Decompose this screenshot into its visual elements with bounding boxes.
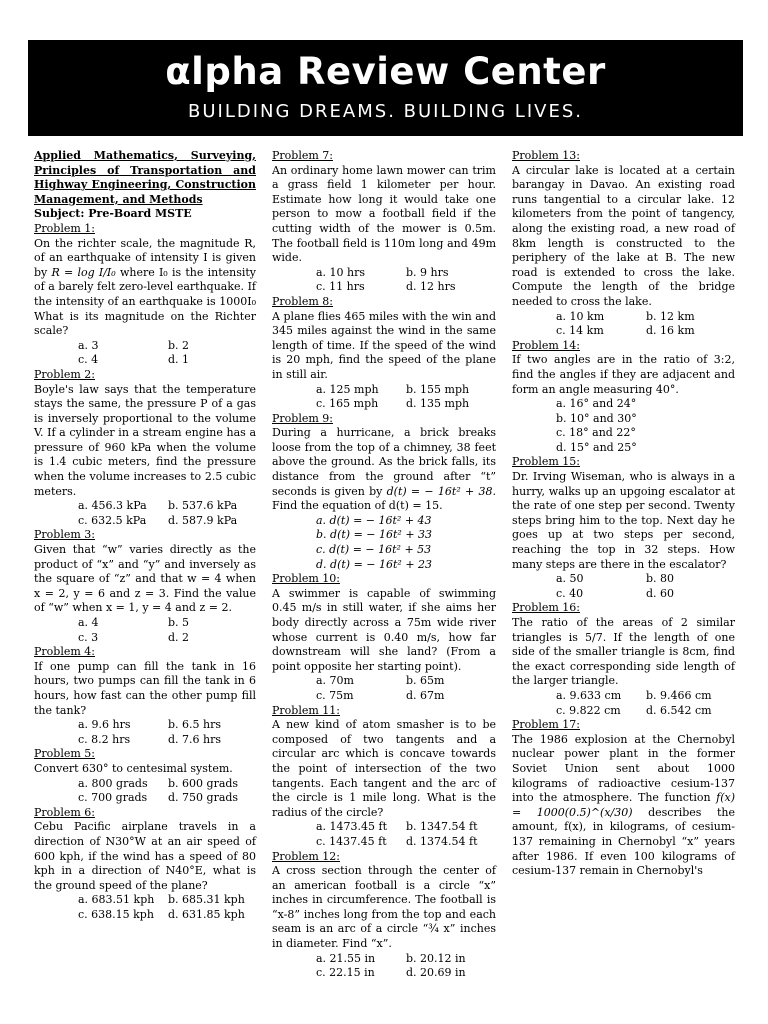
problem-text	[34, 237, 256, 339]
option-c: c. 700 grads	[78, 791, 148, 805]
column-3	[512, 149, 735, 879]
option-b: b. 9 hrs	[406, 265, 449, 279]
problem-16	[512, 601, 735, 718]
option-b: b. 155 mph	[406, 382, 470, 396]
option-c: c. 3	[78, 630, 99, 644]
option-c: c. 18° and 22°	[556, 426, 636, 440]
problem-text	[272, 426, 496, 514]
option-b: b. 12 km	[646, 309, 695, 323]
problem-3	[34, 528, 256, 645]
answer-options	[34, 616, 256, 645]
option-b: b. 1347.54 ft	[406, 820, 478, 834]
column-2	[272, 149, 496, 981]
brand-logo: αlpha Review Center	[165, 50, 606, 93]
problem-text: An ordinary home lawn mower can trim a grass field 1 kilometer per hour. Estimate how long it would take one person to mow a football field if the cutting width of the mower is 0.5m. The football field is 110m long and 49m wide.	[272, 163, 496, 265]
option-b: b. 2	[168, 338, 190, 352]
answer-options	[272, 383, 496, 412]
problem-title: Problem 15:	[512, 455, 580, 469]
problem-text: Cebu Pacific airplane travels in a direction of N30°W at an air speed of 600 kph, if the wind has a speed of 80 kph in a direction of N40°E, what is the ground speed of the plane?	[34, 820, 256, 892]
option-d: d. 1	[168, 353, 190, 367]
problem-text: A plane flies 465 miles with the win and 345 miles against the wind in the same length of time. If the speed of the wind is 20 mph, find the speed of the plane in still air.	[272, 309, 496, 381]
option-d: d. d(t) = − 16t² + 23	[316, 557, 433, 571]
option-a: a. 70m	[316, 674, 354, 688]
option-a: a. 456.3 kPa	[78, 499, 147, 513]
formula: d(t) = − 16t² + 38.	[386, 484, 497, 498]
option-a: a. d(t) = − 16t² + 43	[316, 513, 432, 527]
problem-title: Problem 5:	[34, 747, 95, 761]
problem-title: Problem 17:	[512, 718, 580, 732]
problem-text: Given that “w” varies directly as the product of “x” and “y” and inversely as the square of “z” and that w = 4 when x = 2, y = 6 and z = 3. Find the value of “w” when x = 1, y = 4 and z = 2.	[34, 543, 256, 615]
option-d: d. 587.9 kPa	[168, 513, 238, 527]
option-c: c. 4	[78, 353, 99, 367]
option-b: b. 65m	[406, 674, 445, 688]
option-b: b. 5	[168, 616, 190, 629]
problem-15	[512, 455, 735, 601]
option-a: a. 21.55 in	[316, 951, 376, 965]
problem-title: Problem 9:	[272, 411, 333, 425]
problem-title: Problem 7:	[272, 149, 333, 162]
problem-11	[272, 704, 496, 850]
problem-14	[512, 339, 735, 456]
option-c: c. 1437.45 ft	[316, 834, 387, 848]
option-b: b. 80	[646, 572, 675, 586]
problem-title: Problem 6:	[34, 805, 95, 819]
problem-9	[272, 412, 496, 573]
option-a: a. 9.6 hrs	[78, 718, 131, 732]
problem-text-part: describes the amount, f(x), in kilograms, of cesium-137 remaining in Chernobyl “x” years after 1986. If even 100 kilograms of cesium-137 remain in Chernobyl's	[512, 805, 735, 878]
option-a: a. 1473.45 ft	[316, 820, 388, 834]
course-heading: Applied Mathematics, Surveying, Principles of Transportation and Highway Engineering, Construction Management, and Methods	[34, 149, 256, 206]
option-b: b. 6.5 hrs	[168, 718, 222, 732]
option-b: b. 685.31 kph	[168, 893, 245, 907]
option-c: c. 165 mph	[316, 397, 379, 411]
option-d: d. 631.85 kph	[168, 907, 245, 921]
option-b: b. d(t) = − 16t² + 33	[316, 528, 433, 542]
answer-options	[272, 514, 496, 572]
option-d: d. 15° and 25°	[556, 440, 637, 454]
problem-2	[34, 368, 256, 529]
formula: R = log I/I₀	[51, 265, 116, 279]
column-1	[34, 149, 256, 922]
option-b: b. 20.12 in	[406, 951, 466, 965]
problem-text: Boyle's law says that the temperature stays the same, the pressure P of a gas is inversely proportional to the volume V. If a cylinder in a stream engine has a pressure of 960 kPa when the volume is 1.4 cubic meters, find the pressure when the volume increases to 2.5 cubic meters.	[34, 382, 256, 498]
option-b: b. 537.6 kPa	[168, 499, 238, 513]
problem-title: Problem 12:	[272, 849, 340, 863]
problem-text: A new kind of atom smasher is to be composed of two tangents and a circular arc which is concave towards the point of intersection of the two tangents. Each tangent and the arc of the circle is 1 mile long. What is the radius of the circle?	[272, 718, 496, 819]
problem-title: Problem 14:	[512, 338, 580, 352]
answer-options	[512, 397, 735, 455]
problem-6	[34, 806, 256, 923]
problem-text: If two angles are in the ratio of 3:2, find the angles if they are adjacent and form an angle measuring 40°.	[512, 353, 735, 396]
option-c: c. 14 km	[556, 324, 604, 338]
option-d: d. 6.542 cm	[646, 703, 712, 717]
option-d: d. 7.6 hrs	[168, 732, 222, 746]
problem-text: A cross section through the center of an american football is a circle “x” inches in circumference. The football is “x-8” inches long from the top and each seam is an arc of a circle “¾ x” inches in diameter. Find “x”.	[272, 864, 496, 951]
answer-options	[34, 339, 256, 368]
problem-text: Dr. Irving Wiseman, who is always in a hurry, walks up an upgoing escalator at the rate of one step per second. Twenty steps bring him to the top. Next day he goes up at two steps per second, reaching the top in 32 steps. How many steps are there in the escalator?	[512, 470, 735, 571]
option-a: a. 10 hrs	[316, 265, 366, 279]
problem-text: The ratio of the areas of 2 similar triangles is 5/7. If the length of one side of the smaller triangle is 8cm, find the exact corresponding side length of the larger triangle.	[512, 616, 735, 688]
option-c: c. 40	[556, 586, 584, 600]
answer-options	[272, 266, 496, 295]
problem-title: Problem 11:	[272, 703, 340, 717]
option-b: b. 9.466 cm	[646, 688, 712, 702]
option-c: c. 11 hrs	[316, 280, 365, 294]
answer-options	[34, 893, 256, 922]
problem-text-part: The 1986 explosion at the Chernobyl nuclear power plant in the former Soviet Union sent about 1000 kilograms of radioactive cesium-137 into the atmosphere. The function	[512, 732, 735, 805]
answer-options	[34, 499, 256, 528]
option-d: d. 20.69 in	[406, 966, 466, 980]
problem-5	[34, 747, 256, 805]
problem-title: Problem 3:	[34, 528, 95, 542]
problem-8	[272, 295, 496, 412]
problem-1	[34, 222, 256, 368]
answer-options	[512, 310, 735, 339]
problem-title: Problem 8:	[272, 294, 333, 308]
problem-title: Problem 10:	[272, 572, 340, 586]
problem-text: Convert 630° to centesimal system.	[34, 761, 233, 775]
option-a: a. 3	[78, 338, 99, 352]
option-d: d. 135 mph	[406, 397, 470, 411]
problem-text-part: During a hurricane, a brick breaks loose from the top of a chimney, 38 feet above the ground. As the brick falls, its distance from the ground after “t” seconds is given by	[272, 426, 496, 498]
option-d: d. 60	[646, 586, 675, 600]
tagline: BUILDING DREAMS. BUILDING LIVES.	[188, 101, 583, 122]
option-d: d. 16 km	[646, 324, 695, 338]
problem-13	[512, 149, 735, 339]
option-a: a. 683.51 kph	[78, 893, 155, 907]
option-c: c. d(t) = − 16t² + 53	[316, 543, 432, 557]
problem-4	[34, 645, 256, 747]
option-c: c. 632.5 kPa	[78, 513, 147, 527]
option-d: d. 1374.54 ft	[406, 834, 478, 848]
formula: f(x) = 1000(0.5)^(x/30)	[512, 791, 735, 819]
problem-text	[512, 733, 735, 879]
option-d: d. 750 grads	[168, 791, 239, 805]
problem-title: Problem 2:	[34, 367, 95, 381]
option-a: a. 125 mph	[316, 382, 379, 396]
subject-line: Subject: Pre-Board MSTE	[34, 207, 192, 221]
option-a: a. 800 grads	[78, 776, 148, 790]
answer-options	[34, 777, 256, 806]
option-b: b. 10° and 30°	[556, 411, 637, 425]
problem-text-part: Find the equation of d(t) = 15.	[272, 499, 443, 513]
problem-7	[272, 149, 496, 295]
problem-17	[512, 718, 735, 879]
answer-options	[512, 572, 735, 601]
option-a: a. 4	[78, 616, 99, 629]
option-b: b. 600 grads	[168, 776, 239, 790]
problem-10	[272, 572, 496, 703]
option-a: a. 10 km	[556, 309, 605, 323]
problem-title: Problem 1:	[34, 221, 95, 235]
problem-text: If one pump can fill the tank in 16 hours, two pumps can fill the tank in 6 hours, how fast can the other pump fill the tank?	[34, 659, 256, 717]
option-a: a. 9.633 cm	[556, 688, 622, 702]
answer-options	[272, 952, 496, 981]
option-c: c. 9.822 cm	[556, 703, 621, 717]
problem-text: A swimmer is capable of swimming 0.45 m/s in still water, if she aims her body directly across a 75m wide river whose current is 0.40 m/s, how far downstream will she land? (From a point opposite her starting point).	[272, 586, 496, 673]
answer-options	[512, 689, 735, 718]
answer-options	[34, 718, 256, 747]
option-a: a. 50	[556, 572, 584, 586]
problem-text: A circular lake is located at a certain barangay in Davao. An existing road runs tangential to a circular lake. 12 kilometers from the point of tangency, along the existing road, a new road of 8km length is constructed to the periphery of the lake at B. The new road is extended to cross the lake. Compute the length of the bridge needed to cross the lake.	[512, 163, 735, 308]
option-d: d. 67m	[406, 688, 445, 702]
option-c: c. 8.2 hrs	[78, 732, 131, 746]
option-c: c. 638.15 kph	[78, 907, 154, 921]
problem-text-part: On the richter scale, the magnitude R, of an earthquake of intensity I is given by	[34, 236, 256, 279]
problem-title: Problem 4:	[34, 645, 95, 659]
option-c: c. 22.15 in	[316, 966, 375, 980]
answer-options	[272, 674, 496, 703]
problem-title: Problem 16:	[512, 601, 580, 615]
problem-12	[272, 850, 496, 981]
option-a: a. 16° and 24°	[556, 397, 637, 411]
header-banner	[28, 40, 743, 136]
problem-title: Problem 13:	[512, 149, 580, 162]
answer-options	[272, 820, 496, 849]
option-d: d. 12 hrs	[406, 280, 456, 294]
option-c: c. 75m	[316, 688, 354, 702]
option-d: d. 2	[168, 630, 190, 644]
problem-text-part: where I₀ is the intensity of a barely felt zero-level earthquake. If the intensity of an earthquake is 1000I₀ What is its magnitude on the Richter scale?	[34, 265, 257, 338]
